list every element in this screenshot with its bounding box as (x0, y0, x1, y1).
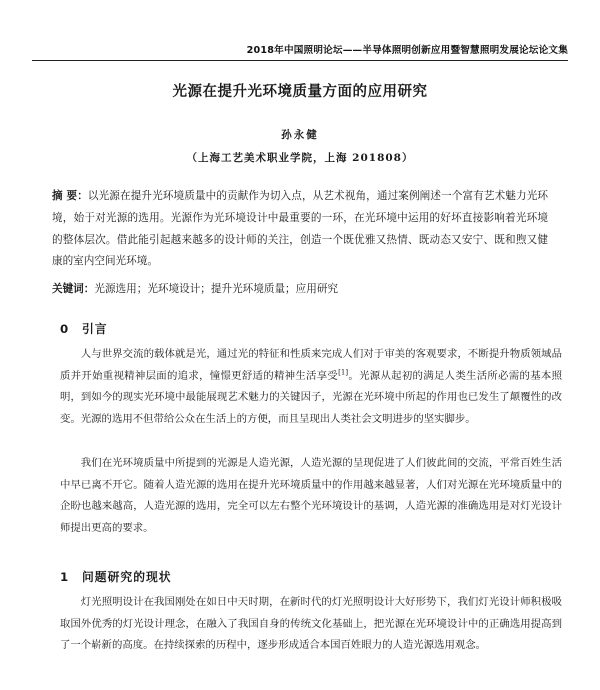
paragraph-text: 。光源从起初的满足人类生活所必需的基本照明，到如今的现实光环境中最能展现艺术魅力的关键因子，光源在光环境中所起的作用也已发生了颠覆性的改变。光源的选用不但带给公众在生活上的方便，而且呈现出人类社会文明进步的坚实脚步。 (60, 369, 563, 425)
keywords (52, 280, 548, 298)
section-title: 引言 (82, 322, 108, 336)
paragraph (60, 344, 562, 430)
section-heading-research-status (60, 568, 172, 585)
paper-title: 光源在提升光环境质量方面的应用研究 (172, 84, 428, 100)
abstract-label: 摘 要： (52, 190, 88, 202)
section-number: 1 (60, 570, 70, 584)
reference-marker: [1] (338, 368, 349, 377)
keywords-label: 关键词： (52, 283, 95, 295)
abstract-text: 以光源在提升光环境质量中的贡献作为切入点，从艺术视角，通过案例阐述一个富有艺术魅力光环境，始于对光源的选用。光源作为光环境设计中最重要的一环，在光环境中运用的好坏直接影响着光环境的整体层次。借此能引起越来越多的设计师的关注，创造一个既优雅又热情、既动态又安宁、既和煦又健康的室内空间光环境。 (52, 190, 548, 268)
running-header: 2018年中国照明论坛——半导体照明创新应用暨智慧照明发展论坛论文集 (246, 45, 568, 56)
section-title: 问题研究的现状 (82, 570, 172, 584)
header-rule (32, 60, 568, 61)
author-name: 孙永健 (281, 129, 319, 141)
section-number: 0 (60, 322, 70, 336)
keywords-text: 光源选用；光环境设计；提升光环境质量；应用研究 (94, 283, 339, 295)
paragraph: 我们在光环境质量中所提到的光源是人造光源，人造光源的呈现促进了人们彼此间的交流，平常百姓生活中早已离不开它。随着人造光源的选用在提升光环境质量中的作用越来越显著，人们对光源在光环境质量中的企盼也越来越高，人造光源的选用，完全可以左右整个光环境设计的基调，人造光源的准确选用是对灯光设计师提出更高的要求。 (60, 457, 562, 534)
author-affiliation: （上海工艺美术职业学院，上海 201808） (186, 152, 414, 164)
paragraph-text: 人与世界交流的载体就是光，通过光的特征和性质来完成人们对于审美的客观要求，不断提升物质领域品质并开始重视精神层面的追求，憧憬更舒适的精神生活享受 (60, 348, 562, 382)
section-heading-introduction (60, 320, 108, 337)
paragraph: 灯光照明设计在我国刚处在如日中天时期，在新时代的灯光照明设计大好形势下，我们灯光设计师积极吸取国外优秀的灯光设计理念，在融入了我国自身的传统文化基础上，把光源在光环境设计中的正确选用提高到了一个崭新的高度。在持续探索的历程中，逐步形成适合本国百姓眼力的人造光源选用观念。 (60, 596, 562, 651)
abstract (52, 186, 548, 273)
